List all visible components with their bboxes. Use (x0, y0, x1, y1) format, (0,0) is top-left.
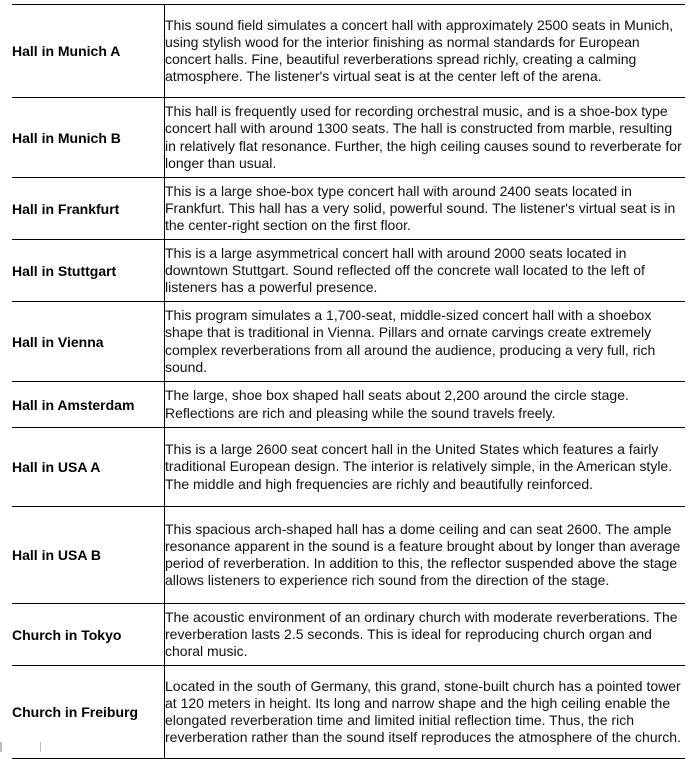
program-description: The acoustic environment of an ordinary church with moderate reverberations. The reverberation lasts 2.5 seconds. This is ideal for reproducing church organ and choral music. (165, 604, 686, 666)
table-row (12, 428, 685, 507)
program-description: The large, shoe box shaped hall seats about 2,200 around the circle stage. Reflections are rich and pleasing while the sound travels freely. (165, 382, 686, 428)
program-description: This program simulates a 1,700-seat, middle-sized concert hall with a shoebox shape that is traditional in Vienna. Pillars and ornate carvings create extremely complex reverberations from all around the audience, producing a very full, rich sound. (165, 302, 686, 382)
sound-field-table (12, 4, 685, 759)
program-name: Hall in Vienna (12, 302, 165, 382)
program-name: Hall in Amsterdam (12, 382, 165, 428)
table-row (12, 604, 685, 666)
program-name: Hall in USA A (12, 428, 165, 507)
program-name: Church in Freiburg (12, 666, 165, 759)
program-name: Church in Tokyo (12, 604, 165, 666)
program-description: This is a large shoe-box type concert hall with around 2400 seats located in Frankfurt. This hall has a very solid, powerful sound. The listener's virtual seat is in the center-right section on the first floor. (165, 178, 686, 240)
program-name: Hall in Munich B (12, 98, 165, 178)
program-description: This hall is frequently used for recording orchestral music, and is a shoe-box type concert hall with around 1300 seats. The hall is constructed from marble, resulting in relatively flat resonance. Further, the high ceiling causes sound to reverberate for longer than usual. (165, 98, 686, 178)
program-description: This spacious arch-shaped hall has a dome ceiling and can seat 2600. The ample resonance apparent in the sound is a feature brought about by longer than average period of reverberation. In addition to this, the reflector suspended above the stage allows listeners to experience rich sound from the direction of the stage. (165, 507, 686, 604)
table-row (12, 98, 685, 178)
program-name: Hall in Stuttgart (12, 240, 165, 302)
page-edge-mark (0, 742, 2, 752)
table-row (12, 302, 685, 382)
program-description: This is a large asymmetrical concert hall with around 2000 seats located in downtown Stuttgart. Sound reflected off the concrete wall located to the left of listeners has a powerful presence. (165, 240, 686, 302)
page-edge-mark (40, 742, 41, 752)
program-description: This is a large 2600 seat concert hall in the United States which features a fairly traditional European design. The interior is relatively simple, in the American style. The middle and high frequencies are richly and beautifully reinforced. (165, 428, 686, 507)
program-name: Hall in Munich A (12, 5, 165, 98)
program-description: This sound field simulates a concert hall with approximately 2500 seats in Munich, using stylish wood for the interior finishing as normal standards for European concert halls. Fine, beautiful reverberations spread richly, creating a calming atmosphere. The listener's virtual seat is at the center left of the arena. (165, 5, 686, 98)
table-row (12, 507, 685, 604)
program-description: Located in the south of Germany, this grand, stone-built church has a pointed tower at 120 meters in height. Its long and narrow shape and the high ceiling enable the elongated reverberation time and limited initial reflection time. Thus, the rich reverberation rather than the sound itself reproduces the atmosphere of the church. (165, 666, 686, 759)
table-row (12, 5, 685, 98)
table-row (12, 666, 685, 759)
table-row (12, 178, 685, 240)
program-name: Hall in USA B (12, 507, 165, 604)
table-row (12, 240, 685, 302)
program-name: Hall in Frankfurt (12, 178, 165, 240)
table-row (12, 382, 685, 428)
